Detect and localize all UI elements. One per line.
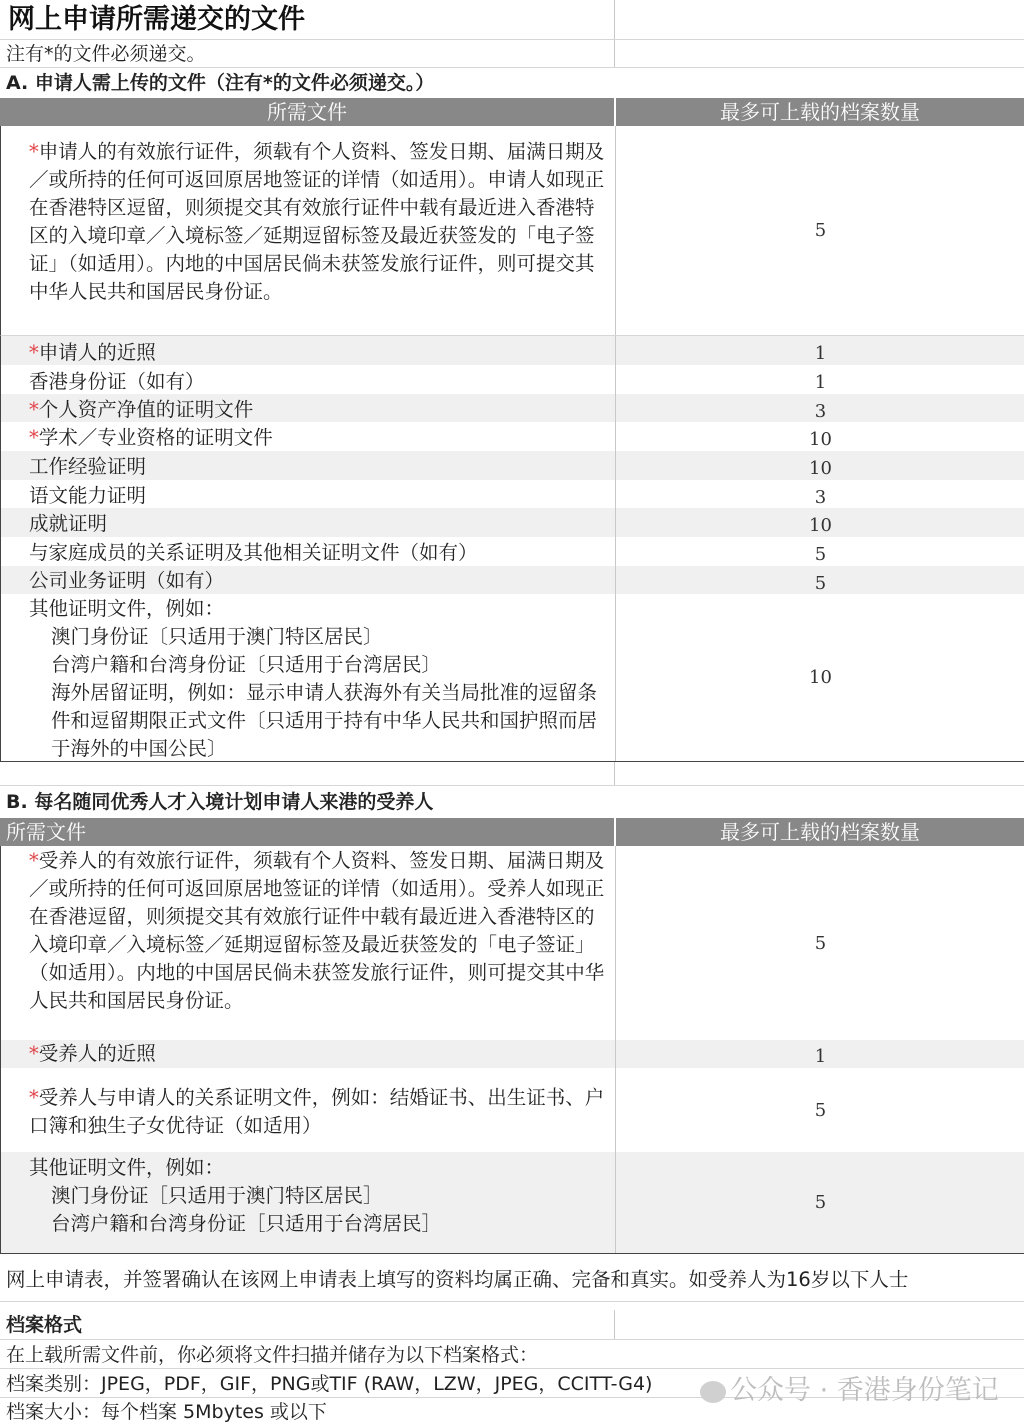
section-b-heading-row xyxy=(0,786,1024,816)
document-text: 与家庭成员的关系证明及其他相关证明文件（如有） xyxy=(29,541,478,564)
document-cell xyxy=(1,126,615,335)
table-row xyxy=(0,394,1024,422)
section-b-header xyxy=(0,818,1024,846)
max-count: 3 xyxy=(615,394,1024,422)
document-cell xyxy=(1,451,615,480)
document-text: 个人资产净值的证明文件 xyxy=(38,398,254,421)
max-count: 10 xyxy=(615,451,1024,480)
column-header-max: 最多可上载的档案数量 xyxy=(614,98,1024,126)
file-format-size: 档案大小：每个档案 5Mbytes 或以下 xyxy=(6,1401,327,1423)
table-row xyxy=(0,451,1024,480)
document-text: 语文能力证明 xyxy=(29,484,147,507)
required-note-text: 注有*的文件必须递交。 xyxy=(6,43,206,65)
table-row xyxy=(0,1068,1024,1152)
file-format-heading: 档案格式 xyxy=(6,1314,83,1336)
max-count: 5 xyxy=(615,1152,1024,1253)
column-header-max: 最多可上载的档案数量 xyxy=(614,818,1024,846)
document-cell xyxy=(1,365,615,394)
other-item: 台湾户籍和台湾身份证〔只适用于台湾居民〕 xyxy=(51,653,442,676)
other-label: 其他证明文件，例如： xyxy=(29,1156,225,1179)
document-cell xyxy=(1,422,615,451)
other-label: 其他证明文件，例如： xyxy=(29,597,225,620)
document-cell xyxy=(1,566,615,594)
table-row xyxy=(0,508,1024,537)
table-row xyxy=(0,480,1024,508)
max-count: 5 xyxy=(615,537,1024,566)
document-text: 香港身份证（如有） xyxy=(29,370,205,393)
footnote-row xyxy=(0,1262,1024,1302)
section-a-heading: A. 申请人需上传的文件（注有*的文件必须递交。） xyxy=(6,72,435,94)
document-text: 申请人的有效旅行证件，须载有个人资料、签发日期、届满日期及／或所持的任何可返回原居地签证的详情（如适用）。申请人如现正在香港特区逗留，则须提交其有效旅行证件中载有最近进入香港特区的入境印章／入境标签／延期逗留标签及最近获签发的「电子签证」（如适用）。内地的中国居民倘未获签发旅行证件，则可提交其中华人民共和国居民身份证。 xyxy=(29,140,605,303)
table-row-other xyxy=(0,1152,1024,1254)
max-count: 1 xyxy=(615,336,1024,365)
document-text: 工作经验证明 xyxy=(29,455,147,478)
table-row xyxy=(0,1040,1024,1068)
document-text: 受养人与申请人的关系证明文件，例如：结婚证书、出生证书、户口簿和独生子女优待证（如适用） xyxy=(29,1086,605,1137)
required-star: * xyxy=(29,341,39,364)
other-item: 澳门身份证〔只适用于澳门特区居民〕 xyxy=(51,625,383,648)
required-star: * xyxy=(29,426,39,449)
max-count: 5 xyxy=(615,566,1024,594)
section-a-heading-row xyxy=(0,68,1024,98)
note-row xyxy=(0,40,1024,68)
table-row xyxy=(0,537,1024,566)
document-text: 成就证明 xyxy=(29,512,108,535)
document-text: 公司业务证明（如有） xyxy=(29,569,225,592)
table-row xyxy=(0,422,1024,451)
max-count: 1 xyxy=(615,1040,1024,1068)
document-text: 受养人的近照 xyxy=(38,1042,156,1065)
watermark xyxy=(700,1368,999,1407)
document-cell xyxy=(1,1068,615,1152)
table-row xyxy=(0,126,1024,336)
max-count: 10 xyxy=(615,508,1024,537)
max-count: 10 xyxy=(615,422,1024,451)
required-star: * xyxy=(29,1086,39,1109)
other-item: 澳门身份证［只适用于澳门特区居民］ xyxy=(51,1184,383,1207)
document-cell xyxy=(1,537,615,566)
other-item: 海外居留证明，例如：显示申请人获海外有关当局批准的逗留条件和逗留期限正式文件〔只适用于持有中华人民共和国护照而居于海外的中国公民〕 xyxy=(51,681,598,760)
required-note xyxy=(0,40,614,67)
table-row xyxy=(0,846,1024,1040)
document-text: 申请人的近照 xyxy=(38,341,156,364)
title-row xyxy=(0,0,1024,40)
document-text: 受养人的有效旅行证件，须载有个人资料、签发日期、届满日期及／或所持的任何可返回原居地签证的详情（如适用）。受养人如现正在香港逗留，则须提交其有效旅行证件中载有最近进入香港特区的入境印章／入境标签／延期逗留标签及最近获签发的「电子签证」（如适用）。内地的中国居民倘未获签发旅行证件，则可提交其中华人民共和国居民身份证。 xyxy=(29,849,605,1012)
document-cell xyxy=(1,480,615,508)
max-count: 5 xyxy=(615,1068,1024,1152)
required-star: * xyxy=(29,1042,39,1065)
document-cell xyxy=(1,508,615,537)
table-row xyxy=(0,336,1024,365)
max-count: 5 xyxy=(615,846,1024,1040)
document-cell xyxy=(1,846,615,1040)
max-count: 10 xyxy=(615,594,1024,761)
file-format-intro-row xyxy=(0,1340,1024,1369)
table-row-other xyxy=(0,594,1024,762)
document-cell xyxy=(1,594,615,761)
document-cell xyxy=(1,394,615,422)
footnote-text: 网上申请表，并签署确认在该网上申请表上填写的资料均属正确、完备和真实。如受养人为16岁以下人士 xyxy=(6,1268,909,1291)
section-b-heading: B. 每名随同优秀人才入境计划申请人来港的受养人 xyxy=(6,791,434,813)
max-count: 3 xyxy=(615,480,1024,508)
max-count: 1 xyxy=(615,365,1024,394)
column-header-file: 所需文件 xyxy=(6,820,86,844)
table-row xyxy=(0,365,1024,394)
max-count: 5 xyxy=(615,126,1024,335)
required-star: * xyxy=(29,849,39,872)
file-format-heading-row xyxy=(0,1310,1024,1340)
watermark-text: 公众号 · 香港身份笔记 xyxy=(730,1375,999,1406)
wechat-icon xyxy=(700,1381,726,1403)
file-format-intro: 在上载所需文件前，你必须将文件扫描并储存为以下档案格式： xyxy=(6,1344,539,1366)
other-item: 台湾户籍和台湾身份证［只适用于台湾居民］ xyxy=(51,1212,442,1235)
file-format-types: 档案类别：JPEG，PDF，GIF，PNG或TIF (RAW，LZW，JPEG，CCITT-G4) xyxy=(6,1373,653,1395)
required-star: * xyxy=(29,398,39,421)
document-cell xyxy=(1,1040,615,1068)
required-star: * xyxy=(29,140,39,163)
section-a-header xyxy=(0,98,1024,126)
column-header-file: 所需文件 xyxy=(267,100,347,124)
spacer-row xyxy=(0,762,1024,786)
table-row xyxy=(0,566,1024,594)
page-title: 网上申请所需递交的文件 xyxy=(8,4,305,35)
document-text: 学术／专业资格的证明文件 xyxy=(38,426,273,449)
document-cell xyxy=(1,336,615,365)
document-cell xyxy=(1,1152,615,1253)
